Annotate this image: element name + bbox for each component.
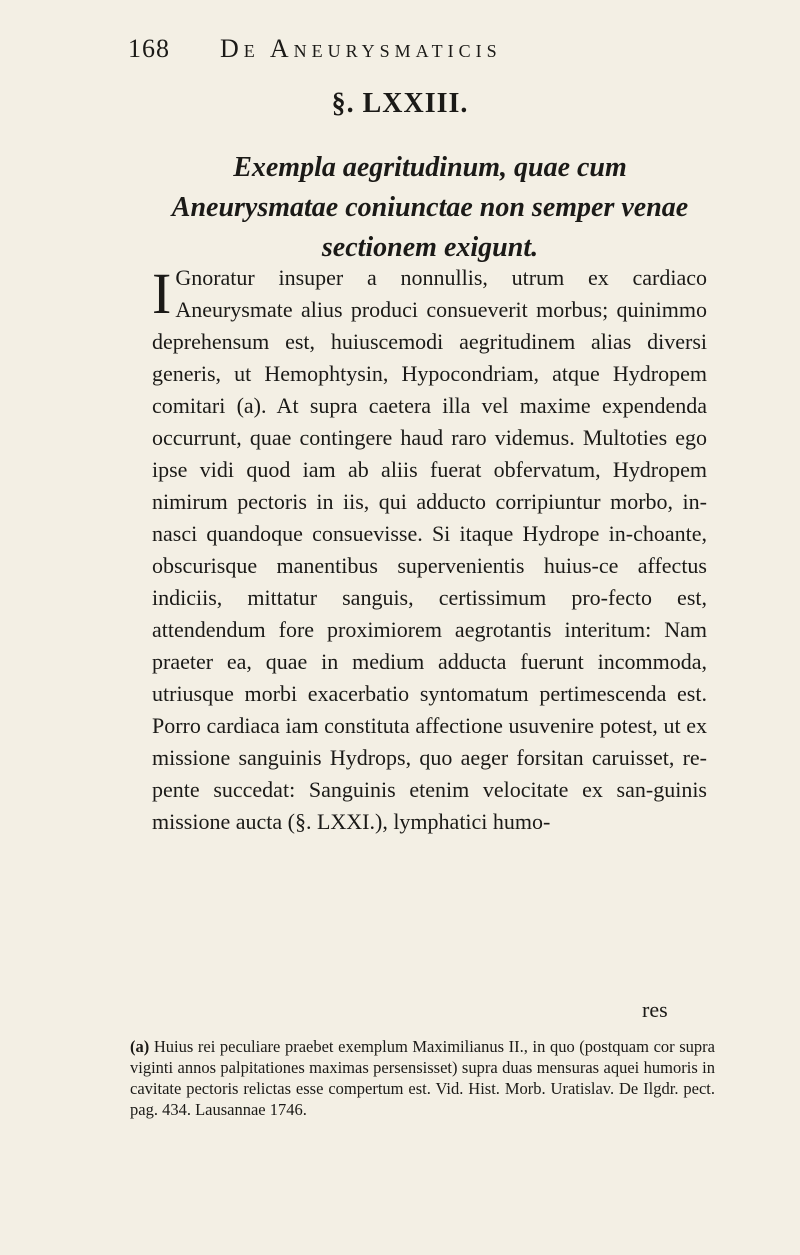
footnote-marker: (a) <box>130 1037 150 1056</box>
section-number: §. LXXIII. <box>331 88 469 119</box>
footnote-text: Huius rei peculiare praebet exemplum Maximilianus II., in quo (postquam cor supra viginti annos palpitationes maximas persensisset) supra duas mensuras aquei humoris in cavitate pectoris relictas esse compertum est. Vid. Hist. Morb. Uratislav. De Ilgdr. pect. pag. 434. Lausannae 1746. <box>130 1037 715 1119</box>
page-number: 168 <box>128 34 170 63</box>
body-text: Gnoratur insuper a nonnullis, utrum ex cardiaco Aneurysmate alius produci consueverit morbus; quinimmo deprehensum est, huiuscemodi aegritudinem alias diversi generis, ut Hemophtysin, Hypocondriam, atque Hydropem comitari (a). At supra caetera illa vel maxime expendenda occurrunt, quae contingere haud raro videmus. Multoties ego ipse vidi quod iam ab aliis fuerat obfervatum, Hydropem nimirum pectoris in iis, qui adducto corripiuntur morbo, in-nasci quandoque consuevisse. Si itaque Hydrope in-choante, obscurisque manentibus supervenientis huius-ce affectus indiciis, mittatur sanguis, certissimum pro-fecto est, attendendum fore proximiorem aegrotantis interitum: Nam praeter ea, quae in medium adducta fuerunt incommoda, utriusque morbi exacerbatio syntomatum pertimescenda est. Porro cardiaca iam constituta affectione usuvenire potest, ut ex missione sanguinis Hydrops, quo aeger forsitan caruisset, re-pente succedat: Sanguinis etenim velocitate ex san-guinis missione aucta (§. LXXI.), lymphatici humo- <box>152 265 707 834</box>
catchword: res <box>642 997 668 1022</box>
section-title: Exempla aegritudinum, quae cum Aneurysmatae coniunctae non semper venae sectionem exigunt. <box>171 152 689 263</box>
body-paragraph <box>152 262 707 838</box>
drop-cap: I <box>152 261 172 326</box>
running-title: De Aneurysmaticis <box>220 34 502 63</box>
footnote <box>130 1036 715 1120</box>
